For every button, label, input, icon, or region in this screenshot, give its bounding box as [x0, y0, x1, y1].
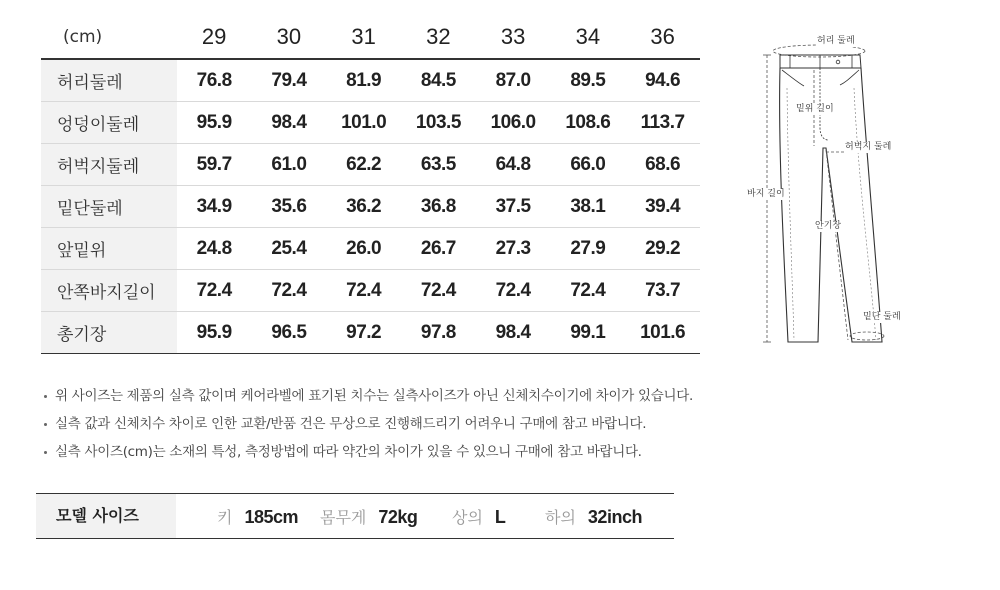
size-header-29: 29 [177, 16, 252, 59]
table-cell: 66.0 [550, 144, 625, 186]
table-cell: 97.2 [326, 312, 401, 354]
size-header-31: 31 [326, 16, 401, 59]
table-cell: 36.8 [401, 186, 476, 228]
table-cell: 108.6 [550, 102, 625, 144]
table-cell: 25.4 [252, 228, 327, 270]
model-top [452, 494, 505, 538]
table-cell: 62.2 [326, 144, 401, 186]
table-row-inseam [41, 270, 700, 312]
weight-label: 몸무게 [320, 508, 367, 527]
table-cell: 24.8 [177, 228, 252, 270]
row-label: 허벅지둘레 [41, 144, 177, 186]
table-cell: 63.5 [401, 144, 476, 186]
row-label: 허리둘레 [41, 59, 177, 102]
table-row-total-length [41, 312, 700, 354]
table-cell: 39.4 [625, 186, 700, 228]
table-cell: 27.3 [476, 228, 551, 270]
table-cell: 101.6 [625, 312, 700, 354]
table-cell: 84.5 [401, 59, 476, 102]
inseam-label: 안기장 [815, 221, 842, 231]
table-cell: 29.2 [625, 228, 700, 270]
table-row-thigh [41, 144, 700, 186]
table-cell: 89.5 [550, 59, 625, 102]
table-cell: 87.0 [476, 59, 551, 102]
table-cell: 35.6 [252, 186, 327, 228]
table-cell: 106.0 [476, 102, 551, 144]
table-cell: 72.4 [476, 270, 551, 312]
row-label: 안쪽바지길이 [41, 270, 177, 312]
note-item: 실측 값과 신체치수 차이로 인한 교환/반품 건은 무상으로 진행해드리기 어려우니 구매에 참고 바랍니다. [44, 412, 693, 440]
row-label: 총기장 [41, 312, 177, 354]
table-cell: 73.7 [625, 270, 700, 312]
model-bottom [545, 494, 642, 538]
size-header-34: 34 [550, 16, 625, 59]
waist-label: 허리 둘레 [817, 36, 855, 46]
table-cell: 68.6 [625, 144, 700, 186]
bottom-value: 32inch [587, 507, 642, 527]
model-height [217, 494, 298, 538]
table-cell: 94.6 [625, 59, 700, 102]
top-value: L [494, 507, 506, 527]
top-label: 상의 [452, 508, 483, 527]
size-notes [44, 384, 693, 468]
row-label: 앞밑위 [41, 228, 177, 270]
table-row-hem [41, 186, 700, 228]
height-value: 185cm [244, 507, 299, 527]
size-table [41, 16, 700, 354]
table-cell: 99.1 [550, 312, 625, 354]
table-cell: 96.5 [252, 312, 327, 354]
thigh-label: 허벅지 둘레 [845, 142, 892, 152]
table-row-hip [41, 102, 700, 144]
note-item: 실측 사이즈(cm)는 소재의 특성, 측정방법에 따라 약간의 차이가 있을 수 있으니 구매에 참고 바랍니다. [44, 440, 693, 468]
table-cell: 27.9 [550, 228, 625, 270]
model-weight [320, 494, 417, 538]
size-header-32: 32 [401, 16, 476, 59]
table-cell: 79.4 [252, 59, 327, 102]
table-cell: 72.4 [401, 270, 476, 312]
pants-illustration [740, 28, 910, 348]
size-header-30: 30 [252, 16, 327, 59]
table-cell: 61.0 [252, 144, 327, 186]
table-cell: 101.0 [326, 102, 401, 144]
table-cell: 37.5 [476, 186, 551, 228]
pants-measurement-diagram [740, 28, 910, 348]
model-size-title: 모델 사이즈 [36, 494, 176, 538]
table-cell: 64.8 [476, 144, 551, 186]
table-cell: 76.8 [177, 59, 252, 102]
table-cell: 97.8 [401, 312, 476, 354]
table-cell: 72.4 [550, 270, 625, 312]
table-cell: 26.7 [401, 228, 476, 270]
table-cell: 103.5 [401, 102, 476, 144]
table-cell: 98.4 [252, 102, 327, 144]
unit-label: (cm) [41, 16, 177, 59]
note-item: 위 사이즈는 제품의 실측 값이며 케어라벨에 표기된 치수는 실측사이즈가 아닌 신체치수이기에 차이가 있습니다. [44, 384, 693, 412]
table-cell: 72.4 [177, 270, 252, 312]
length-label: 바지 길이 [747, 189, 785, 199]
size-header-row [41, 16, 700, 59]
table-cell: 38.1 [550, 186, 625, 228]
table-cell: 98.4 [476, 312, 551, 354]
table-cell: 72.4 [326, 270, 401, 312]
table-row-waist [41, 59, 700, 102]
table-cell: 36.2 [326, 186, 401, 228]
size-header-33: 33 [476, 16, 551, 59]
table-cell: 59.7 [177, 144, 252, 186]
bottom-label: 하의 [545, 508, 576, 527]
row-label: 밑단둘레 [41, 186, 177, 228]
model-size-box [36, 493, 674, 539]
table-cell: 26.0 [326, 228, 401, 270]
table-cell: 95.9 [177, 312, 252, 354]
table-cell: 113.7 [625, 102, 700, 144]
table-cell: 34.9 [177, 186, 252, 228]
hem-label: 밑단 둘레 [863, 312, 901, 322]
table-row-front-rise [41, 228, 700, 270]
table-cell: 81.9 [326, 59, 401, 102]
height-label: 키 [217, 508, 233, 527]
table-cell: 72.4 [252, 270, 327, 312]
table-cell: 95.9 [177, 102, 252, 144]
rise-label: 밑위 길이 [796, 104, 834, 114]
row-label: 엉덩이둘레 [41, 102, 177, 144]
weight-value: 72kg [378, 507, 418, 527]
size-header-36: 36 [625, 16, 700, 59]
